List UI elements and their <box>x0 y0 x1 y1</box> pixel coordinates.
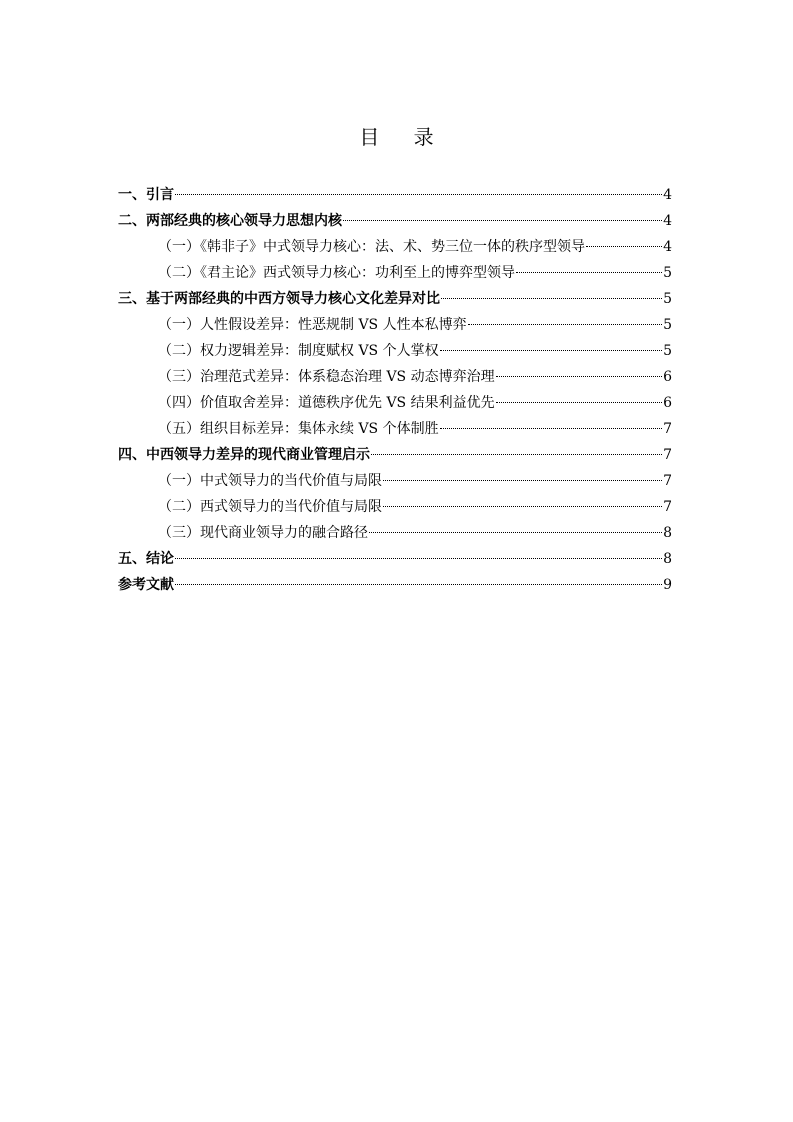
toc-entry-label: （三）治理范式差异：体系稳态治理 VS 动态博弈治理 <box>158 369 495 385</box>
toc-entry[interactable] <box>118 286 672 312</box>
toc-page-number: 8 <box>663 525 672 541</box>
toc-page-number: 9 <box>663 577 672 593</box>
toc-dot-leader <box>175 194 662 195</box>
toc-entry[interactable] <box>118 416 672 442</box>
toc-entry[interactable] <box>118 260 672 286</box>
toc-dot-leader <box>369 532 662 533</box>
toc-entry-label: （二）《君主论》西式领导力核心：功利至上的博弈型领导 <box>158 265 515 281</box>
toc-dot-leader <box>468 324 662 325</box>
toc-page-number: 6 <box>663 395 672 411</box>
toc-entry-label: （一）人性假设差异：性恶规制 VS 人性本私博弈 <box>158 317 467 333</box>
toc-entry-label: 一、引言 <box>118 187 174 203</box>
toc-entry-label: （五）组织目标差异：集体永续 VS 个体制胜 <box>158 421 439 437</box>
toc-entry[interactable] <box>118 312 672 338</box>
toc-dot-leader <box>383 506 662 507</box>
toc-dot-leader <box>586 246 662 247</box>
toc-page-number: 5 <box>663 317 672 333</box>
toc-entry[interactable] <box>118 520 672 546</box>
toc-entry-label: （二）权力逻辑差异：制度赋权 VS 个人掌权 <box>158 343 439 359</box>
toc-dot-leader <box>496 402 662 403</box>
toc-dot-leader <box>440 428 662 429</box>
toc-dot-leader <box>383 480 662 481</box>
table-of-contents <box>118 182 672 598</box>
toc-entry-label: 三、基于两部经典的中西方领导力核心文化差异对比 <box>118 291 440 307</box>
toc-entry-label: 四、中西领导力差异的现代商业管理启示 <box>118 447 370 463</box>
toc-page-number: 7 <box>663 421 672 437</box>
toc-entry[interactable] <box>118 208 672 234</box>
toc-page-number: 5 <box>663 265 672 281</box>
toc-dot-leader <box>496 376 662 377</box>
toc-entry[interactable] <box>118 364 672 390</box>
toc-entry-label: （一）中式领导力的当代价值与局限 <box>158 473 382 489</box>
toc-page-number: 7 <box>663 447 672 463</box>
toc-dot-leader <box>175 584 662 585</box>
toc-dot-leader <box>441 298 662 299</box>
toc-page-number: 7 <box>663 473 672 489</box>
toc-entry[interactable] <box>118 234 672 260</box>
toc-page-number: 8 <box>663 551 672 567</box>
toc-entry[interactable] <box>118 572 672 598</box>
toc-dot-leader <box>175 558 662 559</box>
toc-entry[interactable] <box>118 468 672 494</box>
toc-entry-label: 五、结论 <box>118 551 174 567</box>
toc-entry-label: 参考文献 <box>118 577 174 593</box>
toc-page-number: 7 <box>663 499 672 515</box>
toc-dot-leader <box>440 350 662 351</box>
toc-page-number: 6 <box>663 369 672 385</box>
toc-entry[interactable] <box>118 494 672 520</box>
toc-entry-label: （一）《韩非子》中式领导力核心：法、术、势三位一体的秩序型领导 <box>158 239 585 255</box>
toc-entry-label: （三）现代商业领导力的融合路径 <box>158 525 368 541</box>
toc-dot-leader <box>516 272 662 273</box>
toc-entry[interactable] <box>118 546 672 572</box>
toc-entry-label: （二）西式领导力的当代价值与局限 <box>158 499 382 515</box>
toc-page-number: 5 <box>663 291 672 307</box>
toc-page-number: 4 <box>663 187 672 203</box>
toc-entry[interactable] <box>118 338 672 364</box>
toc-entry[interactable] <box>118 390 672 416</box>
toc-title: 目 录 <box>359 125 448 149</box>
toc-entry-label: （四）价值取舍差异：道德秩序优先 VS 结果利益优先 <box>158 395 495 411</box>
toc-page-number: 4 <box>663 239 672 255</box>
toc-dot-leader <box>371 454 662 455</box>
toc-dot-leader <box>343 220 662 221</box>
toc-entry[interactable] <box>118 182 672 208</box>
toc-entry-label: 二、两部经典的核心领导力思想内核 <box>118 213 342 229</box>
toc-page-number: 4 <box>663 213 672 229</box>
toc-entry[interactable] <box>118 442 672 468</box>
toc-page-number: 5 <box>663 343 672 359</box>
